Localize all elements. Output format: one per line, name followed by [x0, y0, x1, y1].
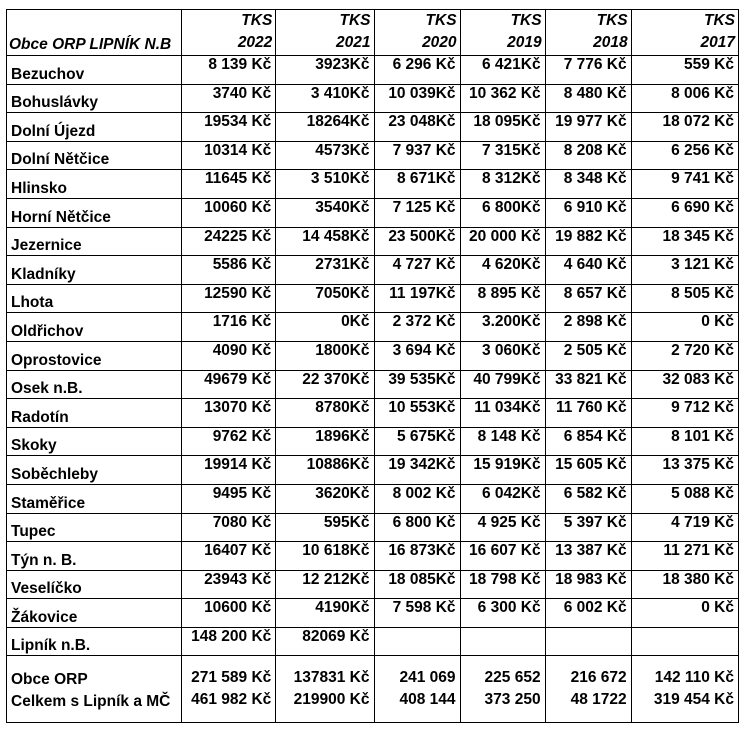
value-cell[interactable]: 13070 Kč: [182, 399, 276, 428]
value-cell[interactable]: 8 139 Kč: [182, 56, 276, 85]
value-cell[interactable]: 18 798 Kč: [460, 570, 545, 599]
value-cell[interactable]: 18 345 Kč: [631, 227, 738, 256]
value-cell[interactable]: 18 072 Kč: [631, 113, 738, 142]
value-cell[interactable]: 1800Kč: [276, 341, 374, 370]
value-cell[interactable]: 23 500Kč: [374, 227, 460, 256]
table-row: [7, 427, 739, 456]
row-label[interactable]: Dolní Nětčice: [7, 141, 182, 170]
row-label[interactable]: Oldřichov: [7, 313, 182, 342]
value-cell[interactable]: 6 690 Kč: [631, 198, 738, 227]
row-label[interactable]: Kladníky: [7, 256, 182, 285]
table-row: [7, 198, 739, 227]
value-cell[interactable]: 0 Kč: [631, 599, 738, 628]
table-row: [7, 284, 739, 313]
table-row: [7, 399, 739, 428]
value-cell[interactable]: 6 910 Kč: [545, 198, 631, 227]
value-cell[interactable]: 4 727 Kč: [374, 256, 460, 285]
value-cell[interactable]: 4 719 Kč: [631, 513, 738, 542]
table-row: [7, 141, 739, 170]
value-cell[interactable]: 19 882 Kč: [545, 227, 631, 256]
value-cell[interactable]: 8 208 Kč: [545, 141, 631, 170]
value-cell[interactable]: 3.200Kč: [460, 313, 545, 342]
value-cell[interactable]: 2 372 Kč: [374, 313, 460, 342]
row-label[interactable]: Horní Nětčice: [7, 198, 182, 227]
value-cell[interactable]: 10 553Kč: [374, 399, 460, 428]
row-label[interactable]: Jezernice: [7, 227, 182, 256]
value-cell[interactable]: 23943 Kč: [182, 570, 276, 599]
value-cell[interactable]: 14 458Kč: [276, 227, 374, 256]
table-row: [7, 456, 739, 485]
value-cell[interactable]: 595Kč: [276, 513, 374, 542]
table-row: [7, 227, 739, 256]
table-row: [7, 113, 739, 142]
total-value-line2: 48 1722: [570, 691, 627, 709]
value-cell[interactable]: 12590 Kč: [182, 284, 276, 313]
row-label[interactable]: Skoky: [7, 427, 182, 456]
value-cell[interactable]: 3923Kč: [276, 56, 374, 85]
total-value-cell[interactable]: [631, 656, 738, 723]
column-header-2021[interactable]: TKS 2021: [276, 10, 374, 56]
value-cell[interactable]: 559 Kč: [631, 56, 738, 85]
row-label[interactable]: Bohuslávky: [7, 84, 182, 113]
value-cell[interactable]: 4573Kč: [276, 141, 374, 170]
total-value-cell[interactable]: [545, 656, 631, 723]
table-row: [7, 56, 739, 85]
table-row: [7, 256, 739, 285]
value-cell[interactable]: 18 085Kč: [374, 570, 460, 599]
row-label[interactable]: Týn n. B.: [7, 542, 182, 571]
row-label[interactable]: Radotín: [7, 399, 182, 428]
value-cell[interactable]: 1896Kč: [276, 427, 374, 456]
total-value-line2: 373 250: [484, 691, 541, 709]
value-cell[interactable]: 8 002 Kč: [374, 484, 460, 513]
total-label[interactable]: [7, 656, 182, 723]
value-cell[interactable]: 9762 Kč: [182, 427, 276, 456]
value-cell[interactable]: 11 760 Kč: [545, 399, 631, 428]
value-cell[interactable]: 11 034Kč: [460, 399, 545, 428]
value-cell[interactable]: 9 741 Kč: [631, 170, 738, 199]
value-cell[interactable]: 7 125 Kč: [374, 198, 460, 227]
value-cell[interactable]: 6 421Kč: [460, 56, 545, 85]
value-cell[interactable]: 20 000 Kč: [460, 227, 545, 256]
row-label[interactable]: Tupec: [7, 513, 182, 542]
value-cell[interactable]: 6 296 Kč: [374, 56, 460, 85]
value-cell[interactable]: 40 799Kč: [460, 370, 545, 399]
column-header-2019[interactable]: TKS 2019: [460, 10, 545, 56]
total-value-cell[interactable]: [460, 656, 545, 723]
value-cell[interactable]: 5 088 Kč: [631, 484, 738, 513]
value-cell[interactable]: 7 776 Kč: [545, 56, 631, 85]
value-cell[interactable]: 8 505 Kč: [631, 284, 738, 313]
value-cell[interactable]: 19534 Kč: [182, 113, 276, 142]
row-label[interactable]: Oprostovice: [7, 341, 182, 370]
total-value-line2: 461 982 Kč: [191, 691, 272, 709]
table-row: [7, 542, 739, 571]
table-row: [7, 341, 739, 370]
value-cell[interactable]: 8 480 Kč: [545, 84, 631, 113]
value-cell[interactable]: 18 095Kč: [460, 113, 545, 142]
value-cell[interactable]: 2731Kč: [276, 256, 374, 285]
row-label[interactable]: Osek n.B.: [7, 370, 182, 399]
table-row: [7, 484, 739, 513]
row-label[interactable]: Staměřice: [7, 484, 182, 513]
value-cell[interactable]: 7 598 Kč: [374, 599, 460, 628]
value-cell[interactable]: 15 605 Kč: [545, 456, 631, 485]
value-cell[interactable]: 148 200 Kč: [182, 627, 276, 656]
table-row: [7, 599, 739, 628]
value-cell[interactable]: 2 720 Kč: [631, 341, 738, 370]
value-cell[interactable]: 4090 Kč: [182, 341, 276, 370]
value-cell[interactable]: 0 Kč: [631, 313, 738, 342]
table-row: [7, 627, 739, 656]
value-cell[interactable]: 19914 Kč: [182, 456, 276, 485]
value-cell[interactable]: 15 919Kč: [460, 456, 545, 485]
value-cell[interactable]: 12 212Kč: [276, 570, 374, 599]
total-row: [7, 656, 739, 723]
value-cell[interactable]: [460, 627, 545, 656]
column-header-2022[interactable]: TKS 2022: [182, 10, 276, 56]
table-row: [7, 313, 739, 342]
table-row: [7, 513, 739, 542]
total-value-cell[interactable]: [182, 656, 276, 723]
value-cell[interactable]: 6 256 Kč: [631, 141, 738, 170]
value-cell[interactable]: 7 937 Kč: [374, 141, 460, 170]
value-cell[interactable]: 9 712 Kč: [631, 399, 738, 428]
corner-header[interactable]: Obce ORP LIPNÍK N.B: [7, 10, 182, 56]
value-cell[interactable]: 3 410Kč: [276, 84, 374, 113]
value-cell[interactable]: 10060 Kč: [182, 198, 276, 227]
value-cell[interactable]: 4 925 Kč: [460, 513, 545, 542]
row-label[interactable]: Žákovice: [7, 599, 182, 628]
value-cell[interactable]: 7 315Kč: [460, 141, 545, 170]
total-value-cell[interactable]: [276, 656, 374, 723]
value-cell[interactable]: 22 370Kč: [276, 370, 374, 399]
row-label[interactable]: Hlinsko: [7, 170, 182, 199]
total-value-line1: 241 069: [399, 669, 456, 687]
value-cell[interactable]: 3 694 Kč: [374, 341, 460, 370]
value-cell[interactable]: 8 657 Kč: [545, 284, 631, 313]
value-cell[interactable]: 18264Kč: [276, 113, 374, 142]
tks-table: [6, 9, 739, 723]
value-cell[interactable]: [545, 627, 631, 656]
value-cell[interactable]: 8 148 Kč: [460, 427, 545, 456]
value-cell[interactable]: 49679 Kč: [182, 370, 276, 399]
value-cell[interactable]: 8 671Kč: [374, 170, 460, 199]
value-cell[interactable]: 18 983 Kč: [545, 570, 631, 599]
spreadsheet: [6, 9, 739, 723]
value-cell[interactable]: 6 582 Kč: [545, 484, 631, 513]
total-value-line1: 225 652: [484, 669, 541, 687]
value-cell[interactable]: 19 342Kč: [374, 456, 460, 485]
value-cell[interactable]: 16407 Kč: [182, 542, 276, 571]
value-cell[interactable]: 4 620Kč: [460, 256, 545, 285]
value-cell[interactable]: 16 607 Kč: [460, 542, 545, 571]
row-label[interactable]: Dolní Újezd: [7, 113, 182, 142]
value-cell[interactable]: 5586 Kč: [182, 256, 276, 285]
value-cell[interactable]: 11 271 Kč: [631, 542, 738, 571]
value-cell[interactable]: 32 083 Kč: [631, 370, 738, 399]
value-cell[interactable]: 3 510Kč: [276, 170, 374, 199]
total-value-cell[interactable]: [374, 656, 460, 723]
value-cell[interactable]: 0Kč: [276, 313, 374, 342]
value-cell[interactable]: 8 348 Kč: [545, 170, 631, 199]
value-cell[interactable]: 3740 Kč: [182, 84, 276, 113]
value-cell[interactable]: 3540Kč: [276, 198, 374, 227]
value-cell[interactable]: 5 675Kč: [374, 427, 460, 456]
total-value-line1: 271 589 Kč: [191, 669, 272, 687]
value-cell[interactable]: 6 800 Kč: [374, 513, 460, 542]
column-header-2018[interactable]: TKS 2018: [545, 10, 631, 56]
value-cell[interactable]: 16 873Kč: [374, 542, 460, 571]
value-cell[interactable]: 23 048Kč: [374, 113, 460, 142]
value-cell[interactable]: 2 505 Kč: [545, 341, 631, 370]
total-value-line2: 219900 Kč: [293, 691, 370, 709]
table-row: [7, 170, 739, 199]
value-cell[interactable]: 3 121 Kč: [631, 256, 738, 285]
total-label-line1: Obce ORP: [11, 671, 88, 689]
value-cell[interactable]: 6 854 Kč: [545, 427, 631, 456]
value-cell[interactable]: 1716 Kč: [182, 313, 276, 342]
total-value-line2: 319 454 Kč: [653, 691, 734, 709]
value-cell[interactable]: 11 197Kč: [374, 284, 460, 313]
value-cell[interactable]: 10 362 Kč: [460, 84, 545, 113]
row-label[interactable]: Lipník n.B.: [7, 627, 182, 656]
column-header-2020[interactable]: TKS 2020: [374, 10, 460, 56]
row-label[interactable]: Veselíčko: [7, 570, 182, 599]
value-cell[interactable]: 8 895 Kč: [460, 284, 545, 313]
value-cell[interactable]: 24225 Kč: [182, 227, 276, 256]
value-cell[interactable]: 18 380 Kč: [631, 570, 738, 599]
value-cell[interactable]: [374, 627, 460, 656]
total-label-line2: Celkem s Lipník a MČ: [11, 693, 171, 711]
value-cell[interactable]: 4190Kč: [276, 599, 374, 628]
row-label[interactable]: Soběchleby: [7, 456, 182, 485]
row-label[interactable]: Bezuchov: [7, 56, 182, 85]
value-cell[interactable]: 7050Kč: [276, 284, 374, 313]
table-row: [7, 570, 739, 599]
value-cell[interactable]: 8 312Kč: [460, 170, 545, 199]
value-cell[interactable]: 7080 Kč: [182, 513, 276, 542]
value-cell[interactable]: 11645 Kč: [182, 170, 276, 199]
value-cell[interactable]: 19 977 Kč: [545, 113, 631, 142]
value-cell[interactable]: 8 006 Kč: [631, 84, 738, 113]
total-value-line1: 137831 Kč: [293, 669, 370, 687]
total-value-line2: 408 144: [399, 691, 456, 709]
header-row: [7, 10, 739, 56]
table-row: [7, 370, 739, 399]
value-cell[interactable]: 39 535Kč: [374, 370, 460, 399]
value-cell[interactable]: 3 060Kč: [460, 341, 545, 370]
value-cell[interactable]: 8780Kč: [276, 399, 374, 428]
value-cell[interactable]: [631, 627, 738, 656]
value-cell[interactable]: 2 898 Kč: [545, 313, 631, 342]
value-cell[interactable]: 6 300 Kč: [460, 599, 545, 628]
value-cell[interactable]: 10 039Kč: [374, 84, 460, 113]
value-cell[interactable]: 10886Kč: [276, 456, 374, 485]
value-cell[interactable]: 10600 Kč: [182, 599, 276, 628]
value-cell[interactable]: 13 387 Kč: [545, 542, 631, 571]
column-header-2017[interactable]: TKS 2017: [631, 10, 738, 56]
value-cell[interactable]: 10 618Kč: [276, 542, 374, 571]
value-cell[interactable]: 6 042Kč: [460, 484, 545, 513]
value-cell[interactable]: 6 800Kč: [460, 198, 545, 227]
total-value-line1: 142 110 Kč: [654, 669, 734, 687]
value-cell[interactable]: 3620Kč: [276, 484, 374, 513]
value-cell[interactable]: 6 002 Kč: [545, 599, 631, 628]
value-cell[interactable]: 8 101 Kč: [631, 427, 738, 456]
value-cell[interactable]: 33 821 Kč: [545, 370, 631, 399]
value-cell[interactable]: 10314 Kč: [182, 141, 276, 170]
value-cell[interactable]: 5 397 Kč: [545, 513, 631, 542]
value-cell[interactable]: 9495 Kč: [182, 484, 276, 513]
total-value-line1: 216 672: [570, 669, 627, 687]
value-cell[interactable]: 13 375 Kč: [631, 456, 738, 485]
value-cell[interactable]: 4 640 Kč: [545, 256, 631, 285]
row-label[interactable]: Lhota: [7, 284, 182, 313]
value-cell[interactable]: 82069 Kč: [276, 627, 374, 656]
table-row: [7, 84, 739, 113]
